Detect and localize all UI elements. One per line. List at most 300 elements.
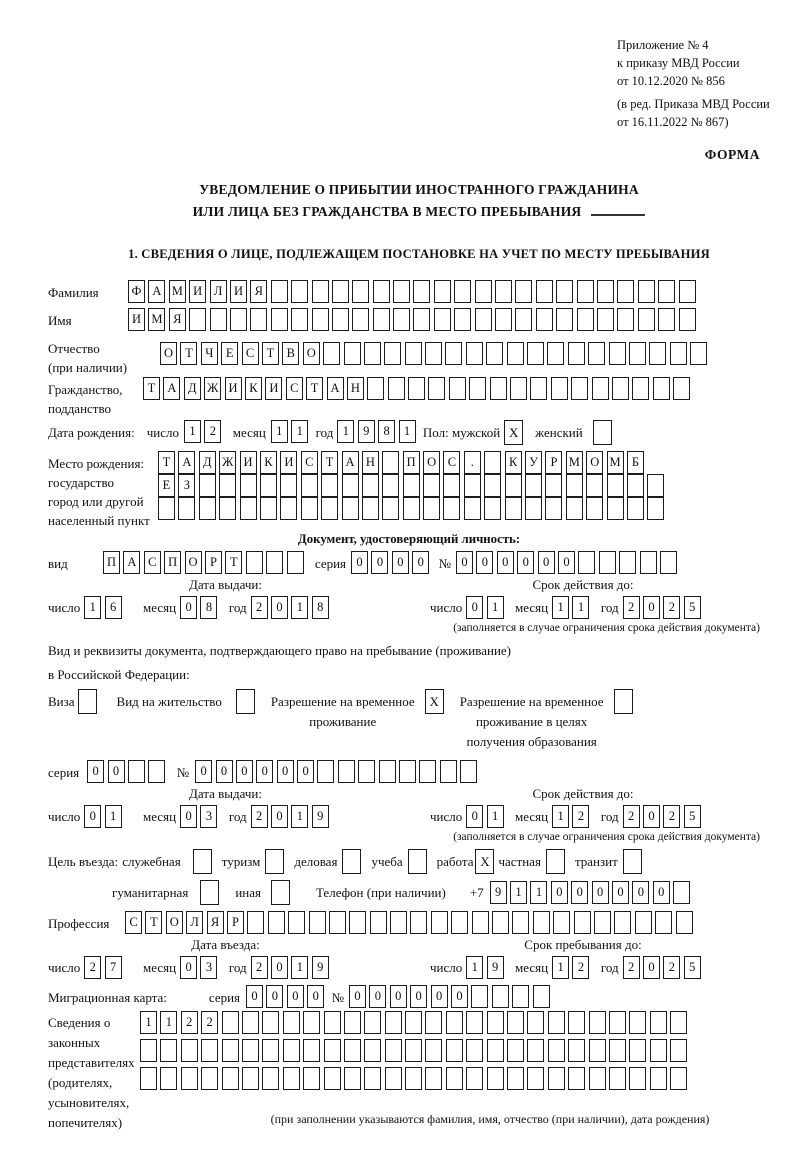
char-cell[interactable] — [222, 1011, 239, 1034]
char-cell[interactable]: 0 — [277, 760, 294, 783]
char-cell[interactable] — [140, 1067, 157, 1090]
char-cell[interactable] — [382, 451, 399, 474]
char-cell[interactable] — [434, 280, 451, 303]
char-cell[interactable] — [148, 760, 165, 783]
char-cell[interactable]: 0 — [271, 805, 288, 828]
char-cell[interactable] — [324, 1039, 341, 1062]
char-cell[interactable]: М — [607, 451, 624, 474]
char-cell[interactable] — [323, 342, 340, 365]
char-cell[interactable]: 0 — [195, 760, 212, 783]
char-cell[interactable]: 1 — [337, 420, 354, 443]
char-cell[interactable] — [358, 760, 375, 783]
char-cell[interactable] — [566, 474, 583, 497]
char-cell[interactable] — [670, 1067, 687, 1090]
char-cell[interactable]: 0 — [551, 881, 568, 904]
char-cell[interactable] — [181, 1039, 198, 1062]
char-cell[interactable] — [515, 308, 532, 331]
char-cell[interactable] — [338, 760, 355, 783]
char-cell[interactable]: И — [230, 280, 247, 303]
char-cell[interactable]: А — [178, 451, 195, 474]
char-cell[interactable] — [382, 497, 399, 520]
char-cell[interactable] — [515, 280, 532, 303]
char-cell[interactable] — [271, 280, 288, 303]
char-cell[interactable]: М — [148, 308, 165, 331]
char-cell[interactable]: З — [178, 474, 195, 497]
char-cell[interactable] — [344, 1067, 361, 1090]
char-cell[interactable]: 0 — [180, 805, 197, 828]
char-cell[interactable] — [507, 1039, 524, 1062]
char-cell[interactable]: Я — [250, 280, 267, 303]
purpose-transit-checkbox[interactable] — [623, 849, 642, 874]
char-cell[interactable] — [545, 497, 562, 520]
char-cell[interactable] — [370, 911, 387, 934]
char-cell[interactable]: Т — [225, 551, 242, 574]
char-cell[interactable]: О — [185, 551, 202, 574]
char-cell[interactable] — [283, 1039, 300, 1062]
char-cell[interactable] — [533, 911, 550, 934]
char-cell[interactable]: 5 — [684, 805, 701, 828]
char-cell[interactable]: 9 — [487, 956, 504, 979]
char-cell[interactable]: 0 — [271, 596, 288, 619]
char-cell[interactable]: 1 — [552, 596, 569, 619]
temp-permit-checkbox[interactable]: X — [425, 689, 444, 714]
char-cell[interactable]: 1 — [184, 420, 201, 443]
char-cell[interactable]: 0 — [108, 760, 125, 783]
char-cell[interactable] — [495, 280, 512, 303]
char-cell[interactable] — [451, 911, 468, 934]
char-cell[interactable]: Д — [184, 377, 201, 400]
char-cell[interactable]: 1 — [160, 1011, 177, 1034]
char-cell[interactable] — [405, 1039, 422, 1062]
char-cell[interactable] — [317, 760, 334, 783]
char-cell[interactable] — [548, 1011, 565, 1034]
char-cell[interactable]: 0 — [592, 881, 609, 904]
char-cell[interactable] — [640, 551, 657, 574]
purpose-tourism-checkbox[interactable] — [265, 849, 284, 874]
char-cell[interactable] — [428, 377, 445, 400]
char-cell[interactable] — [507, 1011, 524, 1034]
char-cell[interactable] — [408, 377, 425, 400]
char-cell[interactable] — [577, 308, 594, 331]
char-cell[interactable]: 0 — [390, 985, 407, 1008]
char-cell[interactable] — [222, 1067, 239, 1090]
char-cell[interactable] — [670, 342, 687, 365]
char-cell[interactable] — [352, 308, 369, 331]
char-cell[interactable] — [373, 280, 390, 303]
char-cell[interactable] — [405, 1011, 422, 1034]
char-cell[interactable] — [578, 551, 595, 574]
char-cell[interactable]: Ф — [128, 280, 145, 303]
char-cell[interactable] — [472, 911, 489, 934]
char-cell[interactable] — [635, 911, 652, 934]
char-cell[interactable] — [160, 1039, 177, 1062]
char-cell[interactable]: 0 — [466, 805, 483, 828]
char-cell[interactable] — [638, 308, 655, 331]
char-cell[interactable] — [242, 1039, 259, 1062]
char-cell[interactable] — [329, 911, 346, 934]
char-cell[interactable] — [449, 377, 466, 400]
char-cell[interactable]: Е — [221, 342, 238, 365]
char-cell[interactable] — [536, 308, 553, 331]
char-cell[interactable]: И — [225, 377, 242, 400]
char-cell[interactable] — [609, 1039, 626, 1062]
char-cell[interactable] — [475, 308, 492, 331]
char-cell[interactable] — [364, 342, 381, 365]
char-cell[interactable] — [291, 308, 308, 331]
char-cell[interactable] — [344, 342, 361, 365]
char-cell[interactable] — [599, 551, 616, 574]
char-cell[interactable]: 2 — [84, 956, 101, 979]
char-cell[interactable]: 1 — [140, 1011, 157, 1034]
char-cell[interactable] — [676, 911, 693, 934]
char-cell[interactable] — [629, 1011, 646, 1034]
char-cell[interactable]: 2 — [201, 1011, 218, 1034]
entry-year[interactable] — [251, 956, 333, 979]
char-cell[interactable]: 9 — [312, 805, 329, 828]
char-cell[interactable] — [673, 881, 690, 904]
char-cell[interactable] — [410, 911, 427, 934]
char-cell[interactable]: А — [342, 451, 359, 474]
char-cell[interactable] — [486, 342, 503, 365]
char-cell[interactable] — [393, 280, 410, 303]
char-cell[interactable]: Ж — [204, 377, 221, 400]
char-cell[interactable] — [201, 1067, 218, 1090]
char-cell[interactable] — [443, 497, 460, 520]
char-cell[interactable]: 2 — [663, 596, 680, 619]
char-cell[interactable]: П — [103, 551, 120, 574]
char-cell[interactable] — [490, 377, 507, 400]
char-cell[interactable] — [627, 497, 644, 520]
char-cell[interactable]: 1 — [552, 956, 569, 979]
char-cell[interactable]: Н — [347, 377, 364, 400]
char-cell[interactable] — [679, 280, 696, 303]
char-cell[interactable] — [466, 1067, 483, 1090]
char-cell[interactable] — [434, 308, 451, 331]
representatives-cells-3[interactable] — [140, 1067, 770, 1090]
char-cell[interactable]: 0 — [538, 551, 555, 574]
char-cell[interactable] — [505, 497, 522, 520]
char-cell[interactable]: Т — [145, 911, 162, 934]
birth-year-cells[interactable] — [337, 420, 419, 443]
stay-valid-month[interactable] — [552, 805, 593, 828]
char-cell[interactable]: С — [125, 911, 142, 934]
identity-issue-day[interactable] — [84, 596, 125, 619]
char-cell[interactable] — [405, 342, 422, 365]
char-cell[interactable]: 1 — [487, 805, 504, 828]
residence-checkbox[interactable] — [236, 689, 255, 714]
char-cell[interactable] — [303, 1067, 320, 1090]
char-cell[interactable]: Я — [169, 308, 186, 331]
char-cell[interactable] — [597, 308, 614, 331]
char-cell[interactable]: 9 — [358, 420, 375, 443]
char-cell[interactable]: Т — [262, 342, 279, 365]
char-cell[interactable] — [487, 1067, 504, 1090]
char-cell[interactable]: 0 — [266, 985, 283, 1008]
char-cell[interactable]: Н — [362, 451, 379, 474]
char-cell[interactable]: В — [282, 342, 299, 365]
char-cell[interactable]: Ж — [219, 451, 236, 474]
char-cell[interactable]: 0 — [351, 551, 368, 574]
char-cell[interactable] — [321, 474, 338, 497]
char-cell[interactable] — [242, 1011, 259, 1034]
char-cell[interactable]: 1 — [466, 956, 483, 979]
char-cell[interactable] — [280, 474, 297, 497]
char-cell[interactable]: П — [164, 551, 181, 574]
char-cell[interactable]: 1 — [510, 881, 527, 904]
char-cell[interactable]: 1 — [291, 956, 308, 979]
char-cell[interactable]: 8 — [378, 420, 395, 443]
char-cell[interactable] — [266, 551, 283, 574]
char-cell[interactable] — [199, 474, 216, 497]
char-cell[interactable] — [525, 474, 542, 497]
char-cell[interactable] — [568, 1011, 585, 1034]
char-cell[interactable] — [178, 497, 195, 520]
char-cell[interactable]: 0 — [643, 596, 660, 619]
stay-number-cells[interactable] — [195, 760, 480, 783]
char-cell[interactable] — [160, 1067, 177, 1090]
char-cell[interactable] — [556, 308, 573, 331]
char-cell[interactable] — [287, 551, 304, 574]
stay-until-day[interactable] — [466, 956, 507, 979]
char-cell[interactable]: 2 — [663, 805, 680, 828]
name-cells[interactable] — [128, 308, 699, 331]
char-cell[interactable] — [649, 342, 666, 365]
char-cell[interactable] — [507, 342, 524, 365]
char-cell[interactable] — [547, 342, 564, 365]
char-cell[interactable]: 0 — [497, 551, 514, 574]
stay-valid-year[interactable] — [623, 805, 705, 828]
char-cell[interactable] — [219, 497, 236, 520]
char-cell[interactable] — [658, 280, 675, 303]
char-cell[interactable] — [301, 497, 318, 520]
char-cell[interactable] — [364, 1011, 381, 1034]
char-cell[interactable] — [545, 474, 562, 497]
char-cell[interactable]: 1 — [552, 805, 569, 828]
char-cell[interactable] — [399, 760, 416, 783]
char-cell[interactable] — [446, 1011, 463, 1034]
char-cell[interactable]: 1 — [291, 805, 308, 828]
char-cell[interactable] — [647, 497, 664, 520]
birth-month-cells[interactable] — [271, 420, 312, 443]
char-cell[interactable] — [614, 911, 631, 934]
char-cell[interactable] — [609, 1067, 626, 1090]
char-cell[interactable] — [128, 760, 145, 783]
char-cell[interactable] — [512, 911, 529, 934]
patronymic-cells[interactable] — [160, 342, 711, 365]
char-cell[interactable]: И — [128, 308, 145, 331]
char-cell[interactable] — [344, 1011, 361, 1034]
char-cell[interactable]: С — [144, 551, 161, 574]
char-cell[interactable]: 9 — [490, 881, 507, 904]
stay-until-year[interactable] — [623, 956, 705, 979]
char-cell[interactable] — [431, 911, 448, 934]
char-cell[interactable]: 1 — [271, 420, 288, 443]
char-cell[interactable]: 0 — [451, 985, 468, 1008]
char-cell[interactable] — [586, 497, 603, 520]
migration-series-cells[interactable] — [246, 985, 328, 1008]
char-cell[interactable] — [460, 760, 477, 783]
char-cell[interactable]: 1 — [530, 881, 547, 904]
char-cell[interactable]: 0 — [643, 956, 660, 979]
char-cell[interactable]: 1 — [572, 596, 589, 619]
char-cell[interactable] — [629, 342, 646, 365]
char-cell[interactable] — [140, 1039, 157, 1062]
char-cell[interactable] — [312, 308, 329, 331]
char-cell[interactable]: И — [280, 451, 297, 474]
char-cell[interactable]: Р — [545, 451, 562, 474]
char-cell[interactable] — [425, 342, 442, 365]
char-cell[interactable] — [342, 497, 359, 520]
char-cell[interactable] — [382, 474, 399, 497]
stay-until-month[interactable] — [552, 956, 593, 979]
char-cell[interactable]: 2 — [181, 1011, 198, 1034]
char-cell[interactable] — [423, 497, 440, 520]
char-cell[interactable] — [393, 308, 410, 331]
char-cell[interactable]: 0 — [180, 596, 197, 619]
char-cell[interactable]: Р — [227, 911, 244, 934]
char-cell[interactable] — [495, 308, 512, 331]
char-cell[interactable] — [219, 474, 236, 497]
identity-series-cells[interactable] — [351, 551, 433, 574]
char-cell[interactable]: Т — [306, 377, 323, 400]
char-cell[interactable] — [487, 1039, 504, 1062]
char-cell[interactable] — [385, 1039, 402, 1062]
char-cell[interactable] — [291, 280, 308, 303]
stay-series-cells[interactable] — [87, 760, 169, 783]
phone-cells[interactable] — [490, 881, 694, 904]
char-cell[interactable]: 1 — [105, 805, 122, 828]
char-cell[interactable]: Л — [186, 911, 203, 934]
char-cell[interactable] — [240, 474, 257, 497]
char-cell[interactable] — [413, 280, 430, 303]
char-cell[interactable]: 2 — [623, 805, 640, 828]
char-cell[interactable] — [466, 1011, 483, 1034]
char-cell[interactable] — [283, 1011, 300, 1034]
char-cell[interactable] — [638, 280, 655, 303]
char-cell[interactable]: 1 — [291, 420, 308, 443]
char-cell[interactable] — [158, 497, 175, 520]
char-cell[interactable]: 0 — [571, 881, 588, 904]
char-cell[interactable] — [324, 1067, 341, 1090]
char-cell[interactable] — [364, 1067, 381, 1090]
char-cell[interactable] — [425, 1067, 442, 1090]
char-cell[interactable]: 0 — [612, 881, 629, 904]
char-cell[interactable] — [527, 1067, 544, 1090]
char-cell[interactable] — [471, 985, 488, 1008]
char-cell[interactable] — [373, 308, 390, 331]
identity-kind-cells[interactable] — [103, 551, 307, 574]
char-cell[interactable]: 2 — [251, 956, 268, 979]
char-cell[interactable]: К — [505, 451, 522, 474]
char-cell[interactable] — [527, 342, 544, 365]
char-cell[interactable]: 1 — [84, 596, 101, 619]
char-cell[interactable] — [650, 1039, 667, 1062]
char-cell[interactable]: 0 — [271, 956, 288, 979]
char-cell[interactable]: 0 — [392, 551, 409, 574]
profession-cells[interactable] — [125, 911, 696, 934]
char-cell[interactable]: Б — [627, 451, 644, 474]
char-cell[interactable] — [262, 1067, 279, 1090]
char-cell[interactable] — [548, 1039, 565, 1062]
char-cell[interactable] — [425, 1011, 442, 1034]
char-cell[interactable] — [303, 1011, 320, 1034]
char-cell[interactable] — [597, 280, 614, 303]
char-cell[interactable] — [679, 308, 696, 331]
edu-permit-checkbox[interactable] — [614, 689, 633, 714]
char-cell[interactable] — [617, 280, 634, 303]
char-cell[interactable] — [247, 911, 264, 934]
char-cell[interactable] — [492, 911, 509, 934]
char-cell[interactable] — [612, 377, 629, 400]
char-cell[interactable] — [362, 474, 379, 497]
char-cell[interactable]: О — [303, 342, 320, 365]
char-cell[interactable]: 0 — [84, 805, 101, 828]
char-cell[interactable] — [670, 1011, 687, 1034]
char-cell[interactable]: 8 — [200, 596, 217, 619]
char-cell[interactable] — [181, 1067, 198, 1090]
char-cell[interactable]: Ч — [201, 342, 218, 365]
char-cell[interactable] — [390, 911, 407, 934]
sex-male-checkbox[interactable]: X — [504, 420, 523, 445]
char-cell[interactable]: Р — [205, 551, 222, 574]
char-cell[interactable]: 3 — [200, 956, 217, 979]
char-cell[interactable]: Д — [199, 451, 216, 474]
char-cell[interactable]: 0 — [216, 760, 233, 783]
char-cell[interactable]: А — [327, 377, 344, 400]
char-cell[interactable] — [309, 911, 326, 934]
char-cell[interactable] — [658, 308, 675, 331]
char-cell[interactable] — [388, 377, 405, 400]
char-cell[interactable]: С — [301, 451, 318, 474]
char-cell[interactable] — [505, 474, 522, 497]
char-cell[interactable] — [484, 451, 501, 474]
char-cell[interactable] — [262, 1011, 279, 1034]
char-cell[interactable] — [548, 1067, 565, 1090]
char-cell[interactable]: 0 — [653, 881, 670, 904]
char-cell[interactable] — [332, 280, 349, 303]
representatives-cells-2[interactable] — [140, 1039, 770, 1062]
char-cell[interactable] — [446, 1039, 463, 1062]
char-cell[interactable]: 0 — [517, 551, 534, 574]
char-cell[interactable]: И — [265, 377, 282, 400]
char-cell[interactable] — [385, 1067, 402, 1090]
char-cell[interactable]: 0 — [476, 551, 493, 574]
char-cell[interactable]: Т — [143, 377, 160, 400]
char-cell[interactable] — [525, 497, 542, 520]
char-cell[interactable]: 3 — [200, 805, 217, 828]
char-cell[interactable]: И — [240, 451, 257, 474]
char-cell[interactable]: 0 — [412, 551, 429, 574]
char-cell[interactable]: 0 — [632, 881, 649, 904]
birth-day-cells[interactable] — [184, 420, 225, 443]
char-cell[interactable] — [405, 1067, 422, 1090]
purpose-humanitarian-checkbox[interactable] — [200, 880, 219, 905]
char-cell[interactable]: . — [464, 451, 481, 474]
char-cell[interactable] — [655, 911, 672, 934]
char-cell[interactable] — [690, 342, 707, 365]
char-cell[interactable] — [530, 377, 547, 400]
char-cell[interactable] — [571, 377, 588, 400]
char-cell[interactable] — [210, 308, 227, 331]
birth-place-cells-3[interactable] — [158, 497, 668, 520]
char-cell[interactable]: 9 — [312, 956, 329, 979]
char-cell[interactable] — [577, 280, 594, 303]
char-cell[interactable] — [627, 474, 644, 497]
stay-issue-day[interactable] — [84, 805, 125, 828]
stay-issue-month[interactable] — [180, 805, 221, 828]
char-cell[interactable] — [609, 342, 626, 365]
char-cell[interactable] — [568, 342, 585, 365]
